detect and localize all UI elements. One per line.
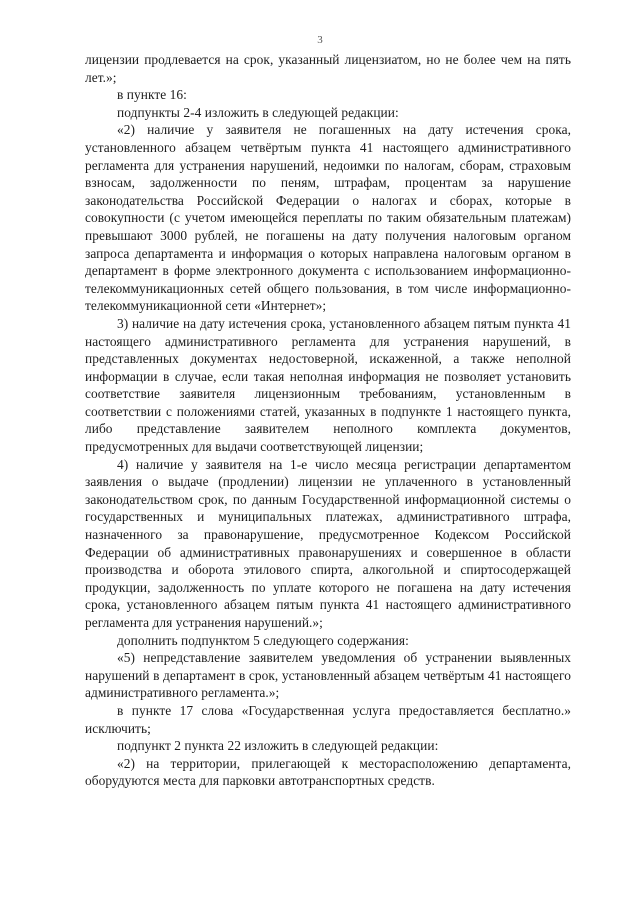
paragraph-point-16: в пункте 16: xyxy=(117,87,187,103)
paragraph-point-17: в пункте 17 слова «Государственная услуга предоставляется бесплатно.» исключить; xyxy=(85,702,571,736)
paragraph-add-subpoint-5: дополнить подпунктом 5 следующего содержания: xyxy=(117,632,409,648)
page-number: 3 xyxy=(317,34,323,46)
paragraph-subpoint-4: 4) наличие у заявителя на 1-е число месяца регистрации департаментом заявления о выдаче (продлении) лицензии не уплаченного в установленный законодательством срок, по данным Государственной информационной системы о государственных и муниципальных платежах, административного штрафа, назначенного за правонарушение, предусмотренное Кодексом Российской Федерации об административных правонарушениях и совершенное в области производства и оборота этилового спирта, алкогольной и спиртосодержащей продукции, задолженность по уплате которого не погашена на дату истечения срока, установленного абзацем пятым пункта 41 настоящего административного регламента для устранения нарушений.»; xyxy=(85,456,571,630)
paragraph-subpoints-2-4: подпункты 2-4 изложить в следующей редакции: xyxy=(117,104,399,120)
paragraph-continuation: лицензии продлевается на срок, указанный лицензиатом, но не более чем на пять лет.»; xyxy=(85,52,571,85)
paragraph-subpoint-5: «5) непредставление заявителем уведомления об устранении выявленных нарушений в департамент в срок, установленный абзацем четвёртым 41 настоящего административного регламента.»; xyxy=(85,650,571,701)
paragraph-point-22-subpoint-2: «2) на территории, прилегающей к месторасположению департамента, оборудуются места для парковки автотранспортных средств. xyxy=(85,755,571,789)
paragraph-subpoint-3: 3) наличие на дату истечения срока, установленного абзацем пятым пункта 41 настоящего административного регламента для устранения нарушений, в представленных документах недостоверной, искаженной, а также неполной информации в случае, если такая неполная информация не позволяет установить соответствие заявителя лицензионным требованиям, установленным в соответствии с положениями статей, указанных в подпункте 1 настоящего пункта, либо представление заявителем неполного комплекта документов, предусмотренных для выдачи соответствующей лицензии; xyxy=(85,315,571,455)
paragraph-point-22: подпункт 2 пункта 22 изложить в следующей редакции: xyxy=(117,738,439,754)
document-body xyxy=(85,51,571,790)
paragraph-subpoint-2: «2) наличие у заявителя не погашенных на дату истечения срока, установленного абзацем четвёртым пункта 41 настоящего административного регламента для устранения нарушений, недоимки по налогам, сборам, страховым взносам, задолженности по пеням, штрафам, процентам за нарушение законодательства Российской Федерации о налогах и сборах, которые в совокупности (с учетом имеющейся переплаты по таким обязательным платежам) превышают 3000 рублей, не погашены на дату получения налоговым органом запроса департамента и информация о которых направлена налоговым органом в департамент в форме электронного документа с использованием информационно-телекоммуникационных сетей общего пользования, в том числе информационно-телекоммуникационной сети «Интернет»; xyxy=(85,122,571,314)
